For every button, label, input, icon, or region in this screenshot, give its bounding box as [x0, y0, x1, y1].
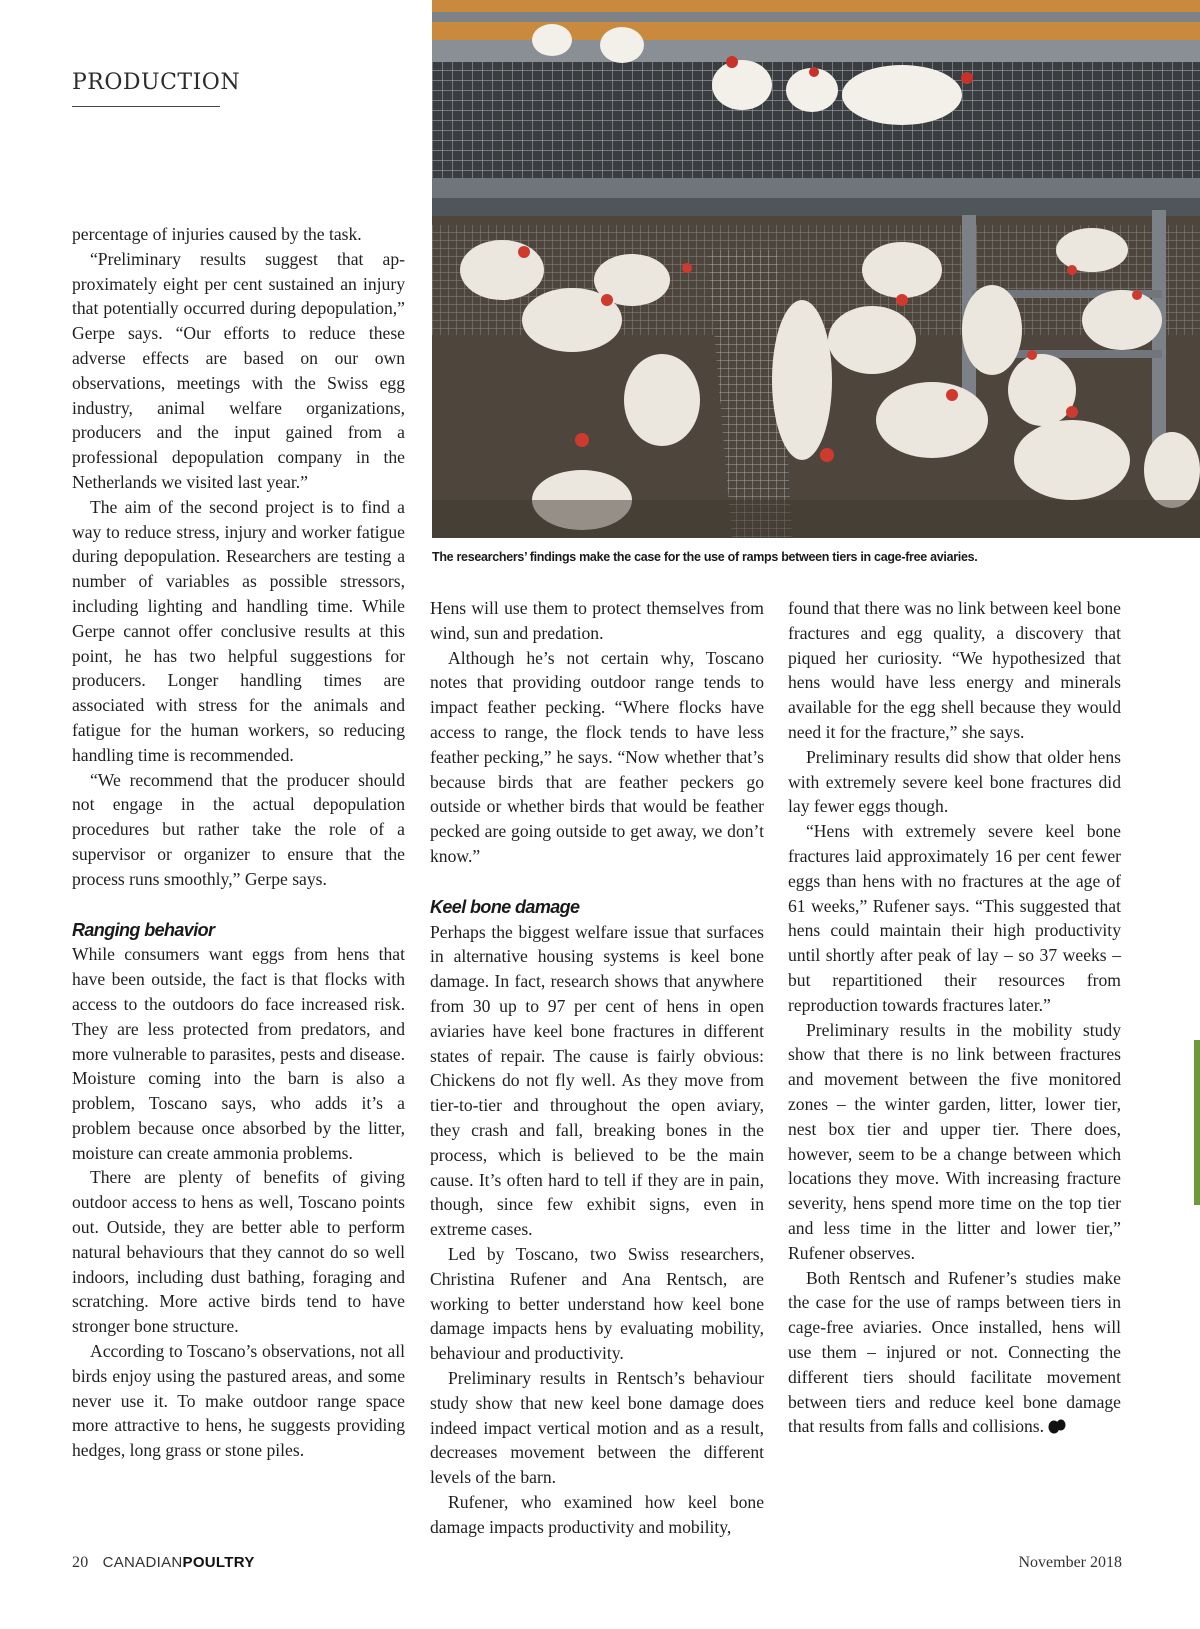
paragraph-text: Both Rentsch and Rufener’s studies make the case for the use of ramps between tiers in cage-free aviaries. Once installed, hens will use them – injured or not. Connecting the different tiers should facilitate movement between tiers and reduce keel bone damage that results from falls and collisions. — [788, 1267, 1121, 1437]
paragraph: Although he’s not certain why, Toscano notes that providing outdoor range tends to impact feather pecking. “Where flocks have access to range, the flock tends to have less feather pecking,” he says. “Now whether that’s because birds that are feather peckers go outside or whether birds that would be feather pecked are going outside to get away, we don’t know.” — [430, 647, 764, 866]
paragraph: Rufener, who examined how keel bone damage impacts productivity and mobility, — [430, 1491, 764, 1537]
paragraph: “We recommend that the producer should not engage in the actual depopulation procedures but rather take the role of a supervisor or organizer to ensure that the process runs smoothly,” Gerpe says. — [72, 769, 405, 889]
section-rule — [72, 106, 220, 107]
paragraph: While consumers want eggs from hens that have been outside, the fact is that flocks with access to the outdoors do face increased risk. They are less protected from predators, and more vulnerable to parasites, pests and disease. Moisture coming into the barn is also a problem, Toscano says, who adds it’s a problem because once absorbed by the litter, moisture can create ammonia problems. — [72, 944, 405, 1163]
end-of-article-icon — [1048, 1418, 1066, 1434]
section-label: PRODUCTION — [72, 70, 241, 95]
paragraph: Preliminary results in the mobility study show that there is no link between fractures and movement between the five monitored zones – the winter garden, litter, lower tier, nest box tier and upper tier. There does, however, seem to be a change between which locations they move. With increasing fracture severity, hens spend more time on the top tier and less time in the litter and lower tier,” Rufener observes. — [788, 1019, 1121, 1263]
paragraph: The aim of the second project is to find a way to reduce stress, injury and worker fatigue during depopulation. Researchers are testing a number of variables as possible stressors, including lighting and handling time. While Gerpe cannot offer conclusive results at this point, he has two helpful suggestions for producers. Longer handling times are associated with stress for the animals and fatigue for the human workers, so reducing handling time is recommended. — [72, 496, 405, 765]
article-column-2 — [430, 596, 764, 1539]
subheading-ranging-behavior: Ranging behavior — [72, 919, 215, 940]
paragraph: Perhaps the biggest welfare issue that surfaces in alternative housing systems is keel bone damage. In fact, research shows that anywhere from 30 up to 97 per cent of hens in open aviaries have keel bone fractures in different states of repair. The cause is fairly obvious: Chickens do not fly well. As they move from tier-to-tier and throughout the open aviary, they crash and fall, breaking bones in the process, which is believed to be the main cause. It’s often hard to tell if they are in pain, though, since few exhibit signs, even in extreme cases. — [430, 921, 764, 1240]
paragraph: percentage of injuries caused by the task. — [72, 224, 362, 244]
magazine-name: POULTRY — [182, 1554, 255, 1571]
photo-caption: The researchers’ findings make the case for the use of ramps between tiers in cage-free aviaries. — [432, 550, 978, 564]
paragraph: Preliminary results in Rentsch’s behaviour study show that new keel bone damage does indeed impact vertical motion and as a result, decreases movement between the different levels of the barn. — [430, 1367, 764, 1488]
paragraph: There are plenty of benefits of giving outdoor access to hens as well, Toscano points out. Outside, they are better able to perform natural behaviours that they cannot do so well indoors, including dust bathing, foraging and scratching. More active birds tend to have stronger bone structure. — [72, 1167, 405, 1337]
section-color-tab — [1194, 1040, 1200, 1205]
paragraph: Hens will use them to protect themselves from wind, sun and predation. — [430, 598, 764, 643]
paragraph: “Preliminary results suggest that approximately eight per cent sustained an injury that potentially occurred during depopulation,” Gerpe says. “Our efforts to reduce these adverse effects are based on our own observations, meetings with the Swiss egg industry, animal welfare organizations, producers and the input gained from a professional depopulation company in the Netherlands we visited last year.” — [72, 248, 405, 492]
article-column-3 — [788, 596, 1121, 1439]
footer-publication — [72, 1554, 255, 1572]
magazine-prefix: CANADIAN — [102, 1554, 183, 1571]
paragraph: Preliminary results did show that older hens with extremely severe keel bone fractures did lay fewer eggs though. — [788, 746, 1121, 817]
paragraph: Led by Toscano, two Swiss researchers, Christina Rufener and Ana Rentsch, are working to better understand how keel bone damage impacts hens by evaluating mobility, behaviour and productivity. — [430, 1243, 764, 1364]
page-number: 20 — [72, 1554, 89, 1571]
article-photo — [432, 0, 1200, 538]
paragraph — [788, 1266, 1121, 1440]
subheading-keel-bone-damage: Keel bone damage — [430, 896, 580, 917]
paragraph: found that there was no link between keel bone fractures and egg quality, a discovery that piqued her curiosity. “We hypothesized that hens would have less energy and minerals available for the egg shell because they would need it for the fracture,” she says. — [788, 598, 1121, 742]
hens-in-aviary-photo — [432, 0, 1200, 538]
article-column-1 — [72, 222, 405, 1463]
paragraph: According to Toscano’s observations, not all birds enjoy using the pastured areas, and some never use it. To make outdoor range space more attractive to hens, he suggests providing hedges, long grass or stone piles. — [72, 1341, 405, 1461]
paragraph: “Hens with extremely severe keel bone fractures laid approximately 16 per cent fewer eggs than hens with no fractures at the age of 61 weeks,” Rufener says. “This suggested that hens could maintain their high productivity until shortly after peak of lay – so 37 weeks – but repartitioned their resources from reproduction towards fractures later.” — [788, 821, 1121, 1015]
issue-date: November 2018 — [1018, 1554, 1122, 1571]
